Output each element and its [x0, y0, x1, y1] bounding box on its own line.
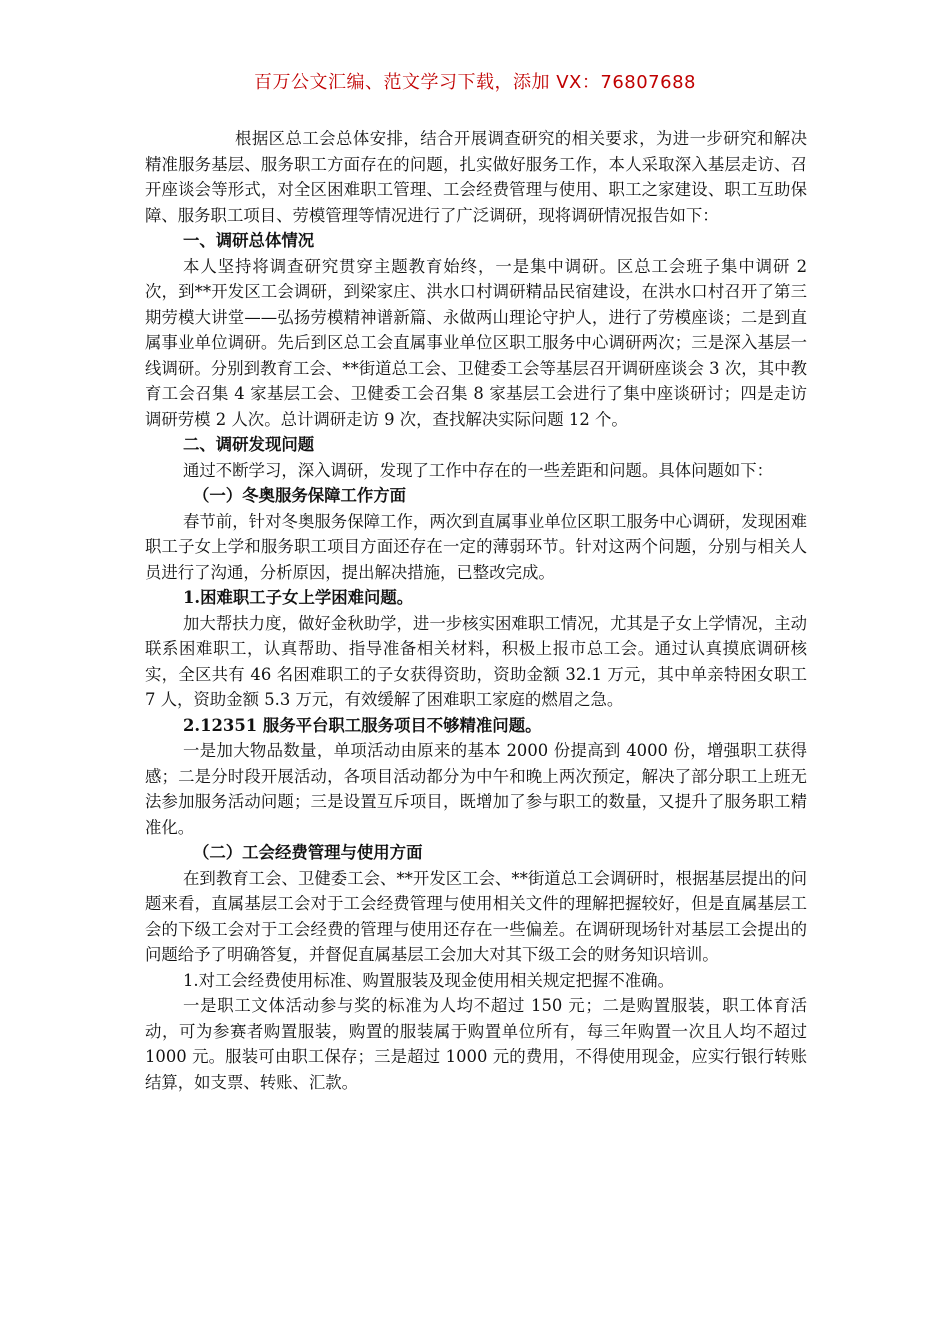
paragraph-funds: 在到教育工会、卫健委工会、**开发区工会、**街道总工会调研时，根据基层提出的问题来看，直属基层工会对于工会经费管理与使用相关文件的理解把握较好，但是直属基层工会的下级工会对于工会经费的管理与使用还存在一些偏差。在调研现场针对基层工会提出的问题给予了明确答复，并督促直属基层工会加大对其下级工会的财务知识培训。 — [145, 868, 807, 964]
item-heading-schooling: 1.困难职工子女上学困难问题。 — [183, 588, 414, 607]
paragraph-schooling: 加大帮扶力度，做好金秋助学，进一步核实困难职工情况，尤其是子女上学情况，主动联系困难职工，认真帮助、指导准备相关材料，积极上报市总工会。通过认真摸底调研核实，全区共有 46 名困难职工的子女获得资助，资助金额 32.1 万元，其中单亲特困女职工 7 人，资助金额 5.3 万元，有效缓解了困难职工家庭的燃眉之急。 — [145, 613, 807, 709]
intro-paragraph: 根据区总工会总体安排，结合开展调查研究的相关要求，为进一步研究和解决精准服务基层、服务职工方面存在的问题，扎实做好服务工作，本人采取深入基层走访、召开座谈会等形式，对全区困难职工管理、工会经费管理与使用、职工之家建设、职工互助保障、服务职工项目、劳模管理等情况进行了广泛调研，现将调研情况报告如下： — [145, 129, 807, 225]
document-body — [145, 126, 807, 1095]
paragraph-funds-detail: 一是职工文体活动参与奖的标准为人均不超过 150 元；二是购置服装，职工体育活动，可为参赛者购置服装，购置的服装属于购置单位所有，每三年购置一次且人均不超过 1000 元。服装可由职工保存；三是超过 1000 元的费用，不得使用现金，应实行银行转账结算，如支票、转账、汇款。 — [145, 996, 807, 1092]
subsection-heading-winter-olympics: （一）冬奥服务保障工作方面 — [193, 486, 407, 505]
paragraph-12351: 一是加大物品数量，单项活动由原来的基本 2000 份提高到 4000 份，增强职工获得感；二是分时段开展活动，各项目活动都分为中午和晚上两次预定，解决了部分职工上班无法参加服务活动问题；三是设置互斥项目，既增加了参与职工的数量，又提升了服务职工精准化。 — [145, 741, 807, 837]
paragraph-winter-olympics: 春节前，针对冬奥服务保障工作，两次到直属事业单位区职工服务中心调研，发现困难职工子女上学和服务职工项目方面还存在一定的薄弱环节。针对这两个问题，分别与相关人员进行了沟通，分析原因，提出解决措施，已整改完成。 — [145, 511, 807, 582]
paragraph-overview: 本人坚持将调查研究贯穿主题教育始终，一是集中调研。区总工会班子集中调研 2 次，到**开发区工会调研，到梁家庄、洪水口村调研精品民宿建设，在洪水口村召开了第三期劳模大讲堂——弘扬劳模精神谱新篇、永做两山理论守护人，进行了劳模座谈；二是到直属事业单位调研。先后到区总工会直属事业单位区职工服务中心调研两次；三是深入基层一线调研。分别到教育工会、**街道总工会、卫健委工会等基层召开调研座谈会 3 次，其中教育工会召集 4 家基层工会、卫健委工会召集 8 家基层工会进行了集中座谈研讨；四是走访调研劳模 2 人次。总计调研走访 9 次，查找解决实际问题 12 个。 — [145, 256, 807, 429]
paragraph-problems-intro: 通过不断学习，深入调研，发现了工作中存在的一些差距和问题。具体问题如下： — [183, 460, 774, 480]
paragraph-funds-item-1: 1.对工会经费使用标准、购置服装及现金使用相关规定把握不准确。 — [183, 970, 674, 990]
subsection-heading-funds: （二）工会经费管理与使用方面 — [193, 843, 423, 862]
watermark-header: 百万公文汇编、范文学习下载，添加 VX：76807688 — [254, 72, 696, 93]
section-heading-1: 一、调研总体情况 — [183, 231, 315, 250]
item-heading-12351: 2.12351 服务平台职工服务项目不够精准问题。 — [183, 715, 542, 735]
section-heading-2: 二、调研发现问题 — [183, 435, 315, 454]
